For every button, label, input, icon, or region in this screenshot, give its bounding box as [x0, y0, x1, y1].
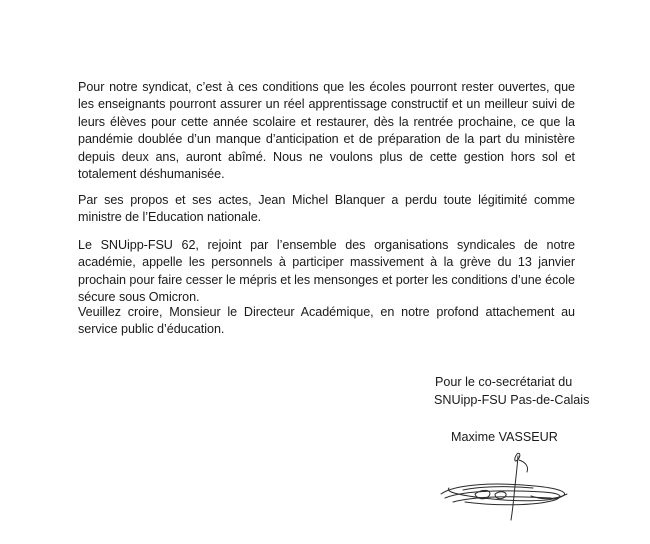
- paragraph-syndicate-conditions: Pour notre syndicat, c’est à ces conditions que les écoles pourront rester ouvertes, que les enseignants pourront assurer un réel apprentissage constructif et un meilleur suivi de leurs élèves pour cette année scolaire et restaurer, dès la rentrée prochaine, ce que la pandémie doublée d’un manque d’anticipation et de préparation de la part du ministère depuis deux ans, auront abîmé. Nous ne voulons plus de cette gestion hors sol et totalement déshumanisée.: [78, 80, 575, 182]
- paragraph-strike-call: Le SNUipp-FSU 62, rejoint par l’ensemble des organisations syndicales de notre académie, appelle les personnels à participer massivement à la grève du 13 janvier prochain pour faire cesser le mépris et les mensonges et porter les conditions d’une école sécure sous Omicron.: [78, 238, 575, 305]
- paragraph-minister-legitimacy: Par ses propos et ses actes, Jean Michel Blanquer a perdu toute légitimité comme ministre de l’Education nationale.: [78, 193, 575, 225]
- paragraph-closing-salutation: Veuillez croire, Monsieur le Directeur Académique, en notre profond attachement au service public d’éducation.: [78, 305, 575, 337]
- signature-organization-line: SNUipp-FSU Pas-de-Calais: [434, 393, 590, 407]
- signatory-name: Maxime VASSEUR: [451, 430, 558, 444]
- signature-title-line: Pour le co-secrétariat du: [435, 375, 573, 389]
- handwritten-signature-icon: [435, 450, 575, 540]
